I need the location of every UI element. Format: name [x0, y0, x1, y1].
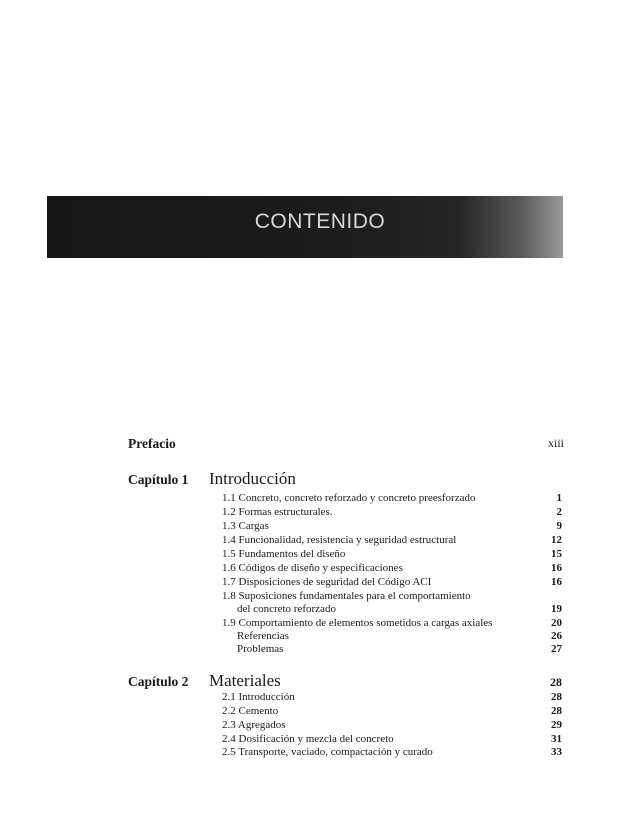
- toc-entry-page: 2: [556, 506, 562, 518]
- toc-entry-text: 1.7 Disposiciones de seguridad del Código ACI: [222, 576, 432, 588]
- toc-entry-text: Referencias: [237, 630, 289, 642]
- chapter-2-title: Materiales: [209, 671, 281, 690]
- prefacio-label: Prefacio: [128, 436, 176, 451]
- contents-title: CONTENIDO: [254, 210, 386, 233]
- toc-entry-page: 19: [551, 603, 562, 615]
- toc-entry-page: 1: [556, 492, 562, 504]
- toc-entry-page: 16: [551, 576, 562, 588]
- toc-entry-text: 2.4 Dosificación y mezcla del concreto: [222, 733, 394, 745]
- toc-entry[interactable]: [0, 548, 638, 562]
- toc-entry-text: Problemas: [237, 643, 284, 655]
- toc-entry[interactable]: [0, 576, 638, 590]
- chapter-2-heading[interactable]: [0, 671, 638, 690]
- toc-entry-page: 27: [551, 643, 562, 655]
- toc-entry-text: del concreto reforzado: [237, 603, 336, 615]
- toc-entry-page: 33: [551, 746, 562, 758]
- chapter-1-heading[interactable]: [0, 469, 638, 488]
- chapter-1-title: Introducción: [209, 469, 296, 488]
- toc-entry-text: 1.8 Suposiciones fundamentales para el comportamiento: [222, 590, 471, 602]
- toc-entry-text: 1.2 Formas estructurales.: [222, 506, 333, 518]
- toc-entry-page: 16: [551, 562, 562, 574]
- toc-entry[interactable]: [0, 643, 638, 657]
- toc-entry-text: 2.1 Introducción: [222, 691, 295, 703]
- prefacio-page: xiii: [547, 436, 564, 450]
- toc-entry[interactable]: [0, 719, 638, 733]
- toc-entry[interactable]: [0, 691, 638, 705]
- toc-entry-page: 29: [551, 719, 562, 731]
- toc-entry-page: 31: [551, 733, 562, 745]
- toc-entry[interactable]: [0, 603, 638, 617]
- toc-entry[interactable]: [0, 705, 638, 719]
- toc-entry-text: 2.5 Transporte, vaciado, compactación y curado: [222, 746, 433, 758]
- toc-entry-text: 1.6 Códigos de diseño y especificaciones: [222, 562, 403, 574]
- toc-entry-page: 28: [551, 691, 562, 703]
- toc-entry[interactable]: [0, 562, 638, 576]
- toc-entry-text: 1.5 Fundamentos del diseño: [222, 548, 346, 560]
- toc-entry-text: 2.3 Agregados: [222, 719, 286, 731]
- toc-entry[interactable]: [0, 617, 638, 631]
- contents-banner: [47, 196, 563, 258]
- toc-entry-page: 12: [551, 534, 562, 546]
- toc-entry-page: 15: [551, 548, 562, 560]
- toc-entry[interactable]: [0, 520, 638, 534]
- toc-entry[interactable]: [0, 630, 638, 644]
- toc-entry[interactable]: [0, 492, 638, 506]
- chapter-2-page: 28: [550, 675, 562, 689]
- toc-entry-text: 1.3 Cargas: [222, 520, 269, 532]
- toc-entry[interactable]: [0, 590, 638, 604]
- toc-entry-text: 2.2 Cemento: [222, 705, 279, 717]
- chapter-2-label: Capítulo 2: [128, 674, 189, 689]
- toc-entry-page: 20: [551, 617, 562, 629]
- toc-entry[interactable]: [0, 746, 638, 760]
- chapter-1-label: Capítulo 1: [128, 472, 189, 487]
- toc-entry[interactable]: [0, 534, 638, 548]
- toc-entry-page: 28: [551, 705, 562, 717]
- toc-prefacio-row[interactable]: [0, 436, 638, 450]
- toc-entry[interactable]: [0, 506, 638, 520]
- toc-entry-text: 1.4 Funcionalidad, resistencia y seguridad estructural: [222, 534, 457, 546]
- toc-entry-page: 26: [551, 630, 562, 642]
- toc-entry-text: 1.1 Concreto, concreto reforzado y concreto preesforzado: [222, 492, 476, 504]
- toc-entry-page: 9: [556, 520, 562, 532]
- toc-entry-text: 1.9 Comportamiento de elementos sometidos a cargas axiales: [222, 617, 493, 629]
- toc-entry[interactable]: [0, 733, 638, 747]
